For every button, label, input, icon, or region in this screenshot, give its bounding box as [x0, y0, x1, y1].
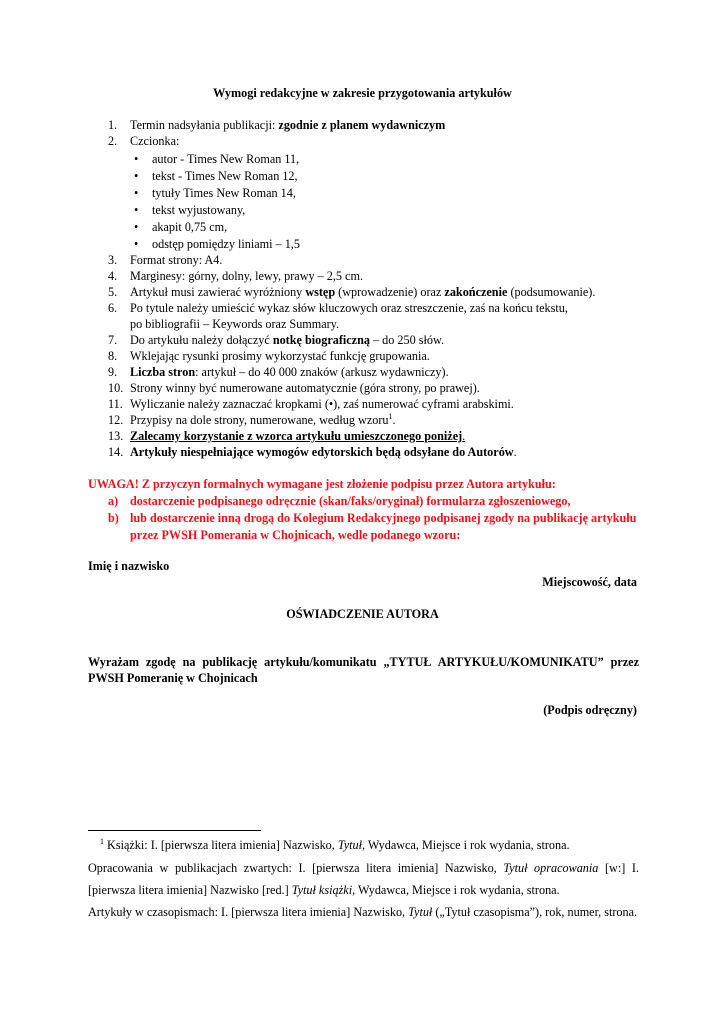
footnote-line-2: Opracowania w publikacjach zwartych: I. [pierwsza litera imienia] Nazwisko, Tytuł opracowania [w:] I. [88, 861, 639, 875]
footnote-separator [88, 830, 261, 831]
warning-line: UWAGA! Z przyczyn formalnych wymagane jest złożenie podpisu przez Autora artykułu: [88, 477, 556, 491]
warning-b-text-cont: przez PWSH Pomerania w Chojnicach, wedle podanego wzoru: [130, 528, 461, 542]
warning-b-num: b) [108, 511, 119, 525]
warning-a-text: dostarczenie podpisanego odręcznie (skan/faks/oryginał) formularza zgłoszeniowego, [130, 494, 571, 508]
name-label: Imię i nazwisko [88, 559, 170, 573]
bullet-icon: • [134, 152, 139, 166]
bullet-icon: • [134, 237, 139, 251]
bullet-icon: • [134, 203, 139, 217]
declaration-title: OŚWIADCZENIE AUTORA [286, 607, 439, 621]
signature-label: (Podpis odręczny) [543, 703, 637, 717]
bullet-icon: • [134, 186, 139, 200]
document-title: Wymogi redakcyjne w zakresie przygotowania artykułów [213, 86, 512, 100]
consent-line-1: Wyrażam zgodę na publikację artykułu/komunikatu „TYTUŁ ARTYKUŁU/KOMUNIKATU” przez [88, 655, 639, 669]
footnote-ref: 1 [388, 412, 393, 421]
footnote-line-3: [pierwsza litera imienia] Nazwisko [red.] Tytuł książki, Wydawca, Miejsce i rok wydania, strona. [88, 883, 560, 897]
consent-line-2: PWSH Pomeranię w Chojnicach [88, 671, 258, 685]
footnote-line-4: Artykuły w czasopismach: I. [pierwsza litera imienia] Nazwisko, Tytuł („Tytuł czasopisma”), rok, numer, strona. [88, 905, 638, 919]
bullet-icon: • [134, 169, 139, 183]
warning-a-num: a) [108, 494, 119, 508]
bullet-icon: • [134, 220, 139, 234]
warning-b-text: lub dostarczenie inną drogą do Kolegium Redakcyjnego podpisanej zgody na publikację artykułu [130, 511, 637, 525]
place-date-label: Miejscowość, data [542, 575, 637, 589]
footnote-line-1: $^1$ Książki: I. [pierwsza litera imienia] Nazwisko, Tytuł, Wydawca, Miejsce i rok wydania, strona. [100, 837, 570, 852]
